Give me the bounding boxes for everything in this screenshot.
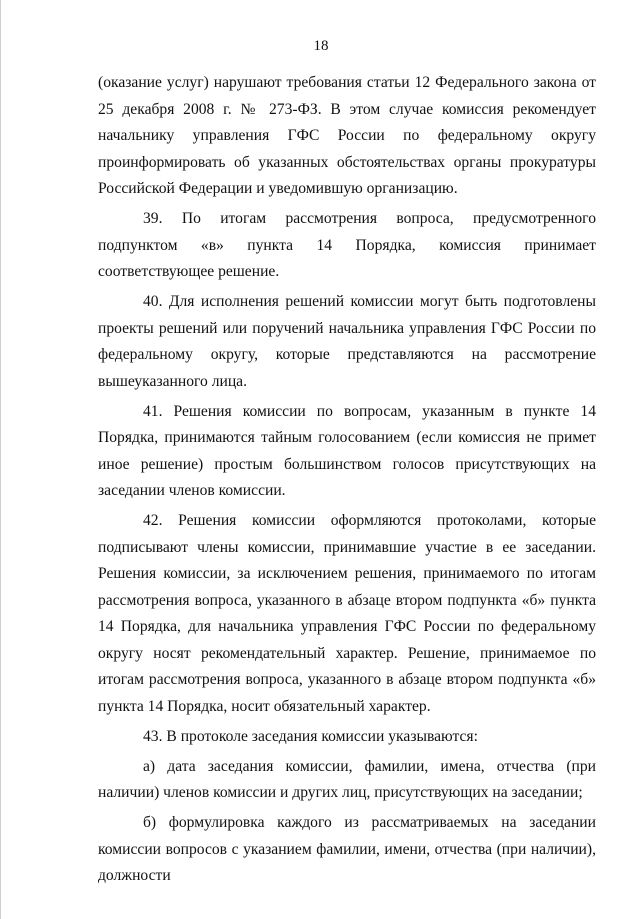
paragraph-40: 40. Для исполнения решений комиссии могут быть подготовлены проекты решений или поручений начальника управления ГФС России по федеральному округу, которые представляются на рассмотрение вышеуказанного лица. xyxy=(98,293,596,390)
paragraph-39: 39. По итогам рассмотрения вопроса, предусмотренного подпунктом «в» пункта 14 Порядка, комиссия принимает соответствующее решение. xyxy=(98,210,596,280)
page-number: 18 xyxy=(313,38,329,54)
paragraph-41: 41. Решения комиссии по вопросам, указанным в пункте 14 Порядка, принимаются тайным голосованием (если комиссия не примет иное решение) простым большинством голосов присутствующих на заседании членов комиссии. xyxy=(98,402,596,499)
paragraph-43-item-b: б) формулировка каждого из рассматриваемых на заседании комиссии вопросов с указанием фамилии, имени, отчества (при наличии), должности xyxy=(98,814,596,884)
paragraph-43: 43. В протоколе заседания комиссии указываются: xyxy=(143,727,478,745)
paragraph-continuation: (оказание услуг) нарушают требования статьи 12 Федерального закона от 25 декабря 2008 г. № 273-ФЗ. В этом случае комиссия рекомендует начальнику управления ГФС России по федеральному округу проинформировать об указанных обстоятельствах органы прокуратуры Российской Федерации и уведомившую организацию. xyxy=(98,74,596,197)
paragraph-42: 42. Решения комиссии оформляются протоколами, которые подписывают члены комиссии, принимавшие участие в ее заседании. Решения комиссии, за исключением решения, принимаемого по итогам рассмотрения вопроса, указанного в абзаце втором подпункта «б» пункта 14 Порядка, для начальника управления ГФС России по федеральному округу носят рекомендательный характер. Решение, принимаемое по итогам рассмотрения вопроса, указанного в абзаце втором подпункта «б» пункта 14 Порядка, носит обязательный характер. xyxy=(98,512,596,715)
document-body xyxy=(98,70,596,890)
paragraph-43-item-a: а) дата заседания комиссии, фамилии, имена, отчества (при наличии) членов комиссии и других лиц, присутствующих на заседании; xyxy=(98,757,596,801)
